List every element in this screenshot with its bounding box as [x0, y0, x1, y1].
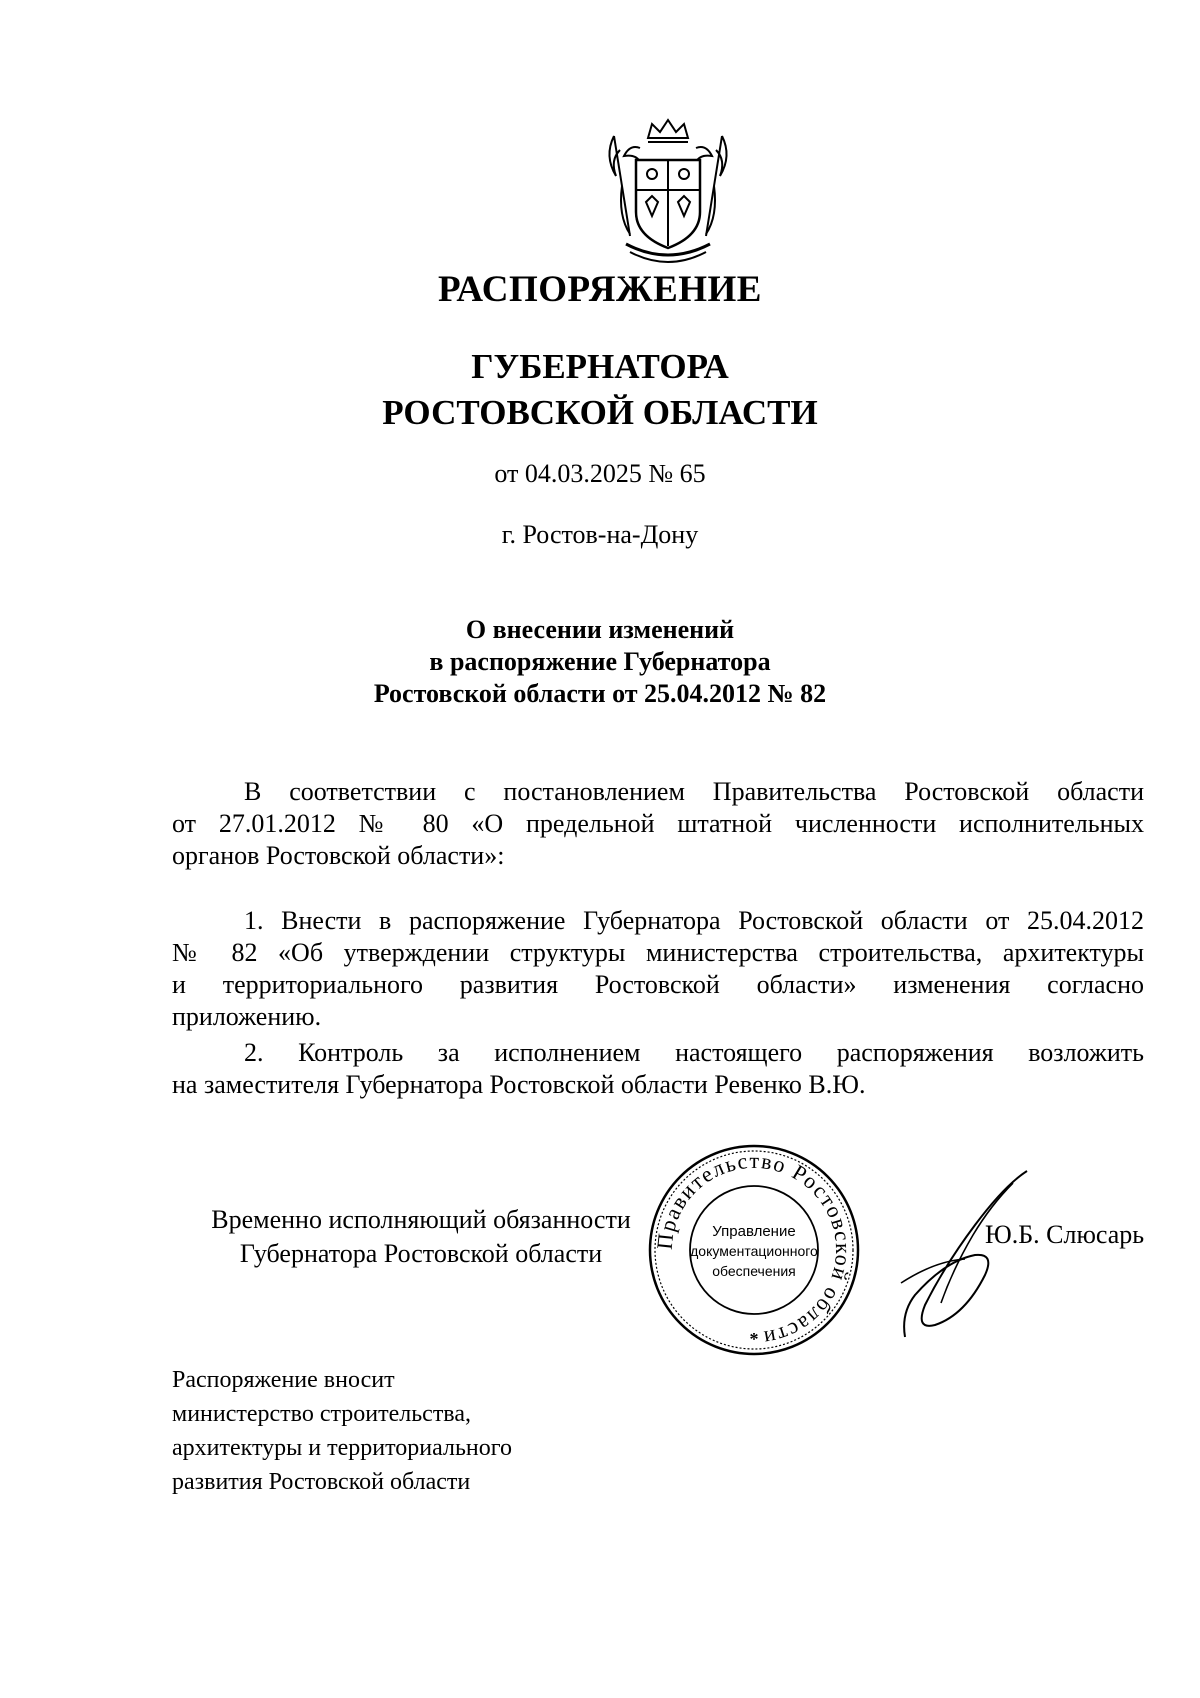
- preamble-paragraph: [172, 776, 1144, 872]
- submitter-line-3: архитектуры и территориального: [172, 1435, 512, 1461]
- signatory-position: [186, 1203, 656, 1271]
- stamp-star: *: [749, 1329, 759, 1349]
- document-type-title: РАСПОРЯЖЕНИЕ: [437, 269, 762, 310]
- date-number: от 04.03.2025 № 65: [494, 459, 706, 488]
- document-subject: [0, 614, 1200, 710]
- subject-line-2: в распоряжение Губернатора: [429, 647, 771, 676]
- issuer-line-2: РОСТОВСКОЙ ОБЛАСТИ: [382, 393, 818, 432]
- item-1-line-2: № 82 «Об утверждении структуры министерства строительства, архитектуры: [172, 938, 1144, 967]
- signatory-name: Ю.Б. Слюсарь: [985, 1220, 1145, 1249]
- item-1-line-4: приложению.: [172, 1002, 322, 1031]
- submitter-note: [172, 1363, 672, 1499]
- stamp-ring-text: Правительство Ростовской области: [651, 1147, 857, 1352]
- item-2-line-2: на заместителя Губернатора Ростовской области Ревенко В.Ю.: [172, 1070, 866, 1099]
- item-1-line-1: 1. Внести в распоряжение Губернатора Ростовской области от 25.04.2012: [244, 906, 1144, 935]
- issuer-title: [0, 344, 1200, 436]
- preamble-line-2: от 27.01.2012 № 80 «О предельной штатной численности исполнительных: [172, 809, 1144, 838]
- submitter-line-4: развития Ростовской области: [172, 1469, 471, 1495]
- item-1-line-3: и территориального развития Ростовской области» изменения согласно: [172, 970, 1144, 999]
- preamble-line-1: В соответствии с постановлением Правительства Ростовской области: [244, 777, 1144, 806]
- handwritten-signature: [895, 1165, 1035, 1345]
- coat-of-arms-emblem: [600, 116, 736, 266]
- submitter-line-1: Распоряжение вносит: [172, 1367, 395, 1393]
- stamp-center-line-2: документационного: [690, 1243, 818, 1259]
- stamp-center-line-3: обеспечения: [712, 1263, 796, 1279]
- submitter-line-2: министерство строительства,: [172, 1401, 471, 1427]
- signatory-position-line-1: Временно исполняющий обязанности: [211, 1205, 631, 1234]
- stamp-center-line-1: Управление: [712, 1223, 796, 1240]
- city: г. Ростов-на-Дону: [501, 520, 699, 549]
- item-1-paragraph: [172, 905, 1144, 1033]
- item-2-paragraph: [172, 1037, 1144, 1101]
- official-stamp: [644, 1140, 864, 1360]
- subject-line-1: О внесении изменений: [465, 615, 735, 644]
- signatory-position-line-2: Губернатора Ростовской области: [239, 1239, 603, 1268]
- preamble-line-3: органов Ростовской области»:: [172, 841, 505, 870]
- subject-line-3: Ростовской области от 25.04.2012 № 82: [373, 679, 827, 708]
- item-2-line-1: 2. Контроль за исполнением настоящего распоряжения возложить: [244, 1038, 1144, 1067]
- issuer-line-1: ГУБЕРНАТОРА: [471, 347, 729, 386]
